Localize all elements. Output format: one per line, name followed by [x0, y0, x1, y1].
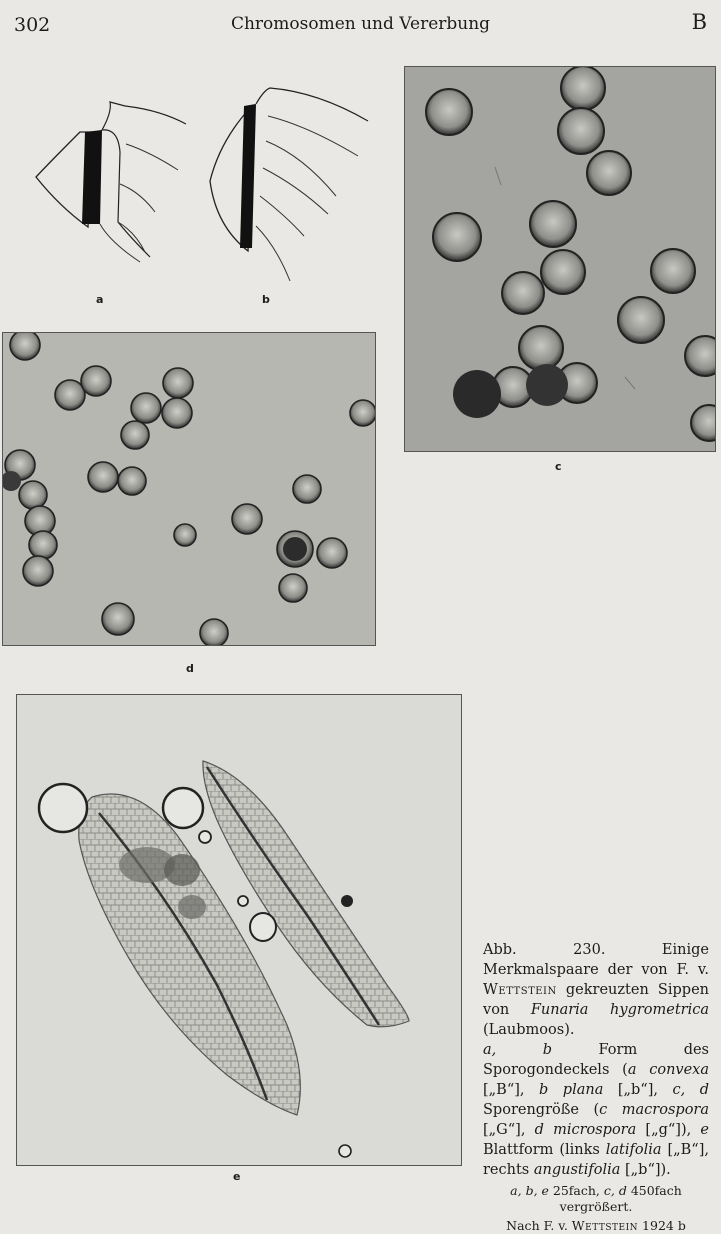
figure-caption	[483, 940, 709, 1234]
drawing-b-sporogon-lid	[208, 86, 378, 286]
photograph-e-leaf-forms	[16, 694, 462, 1166]
drawing-a-sporogon-lid	[30, 92, 190, 267]
running-title: Chromosomen und Vererbung	[230, 14, 491, 34]
caption-magnification: a, b, e 25fach, c, d 450fach vergrößert.	[510, 1183, 682, 1214]
spores-c-graphic	[405, 67, 715, 451]
spores-d-graphic	[3, 333, 375, 645]
panel-label-d: d	[186, 662, 194, 675]
caption-body: a, b Form des Sporogondeckels (a convexa [„B“], b plana [„b“], c, d Sporengröße (c macrospora [„G“], d microspora [„g“]), e Blattform (links latifolia [„B“], rechts angustifolia [„b“]).	[483, 1042, 709, 1178]
panel-label-b: b	[262, 293, 270, 306]
caption-intro: Abb. 230. Einige Merkmalspaare der von F. v. Wettstein gekreuzten Sippen von Funaria hygrometrica (Laubmoos).	[483, 942, 710, 1038]
section-letter: B	[691, 10, 707, 34]
leaves-e-graphic	[17, 695, 461, 1165]
panel-label-a: a	[96, 293, 104, 306]
caption-source: Nach F. v. Wettstein 1924 b	[506, 1218, 686, 1233]
page-number: 302	[14, 14, 51, 36]
panel-label-c: c	[555, 460, 562, 473]
panel-label-e: e	[233, 1170, 241, 1183]
micrograph-c-macrospora	[404, 66, 716, 452]
micrograph-d-microspora	[2, 332, 376, 646]
